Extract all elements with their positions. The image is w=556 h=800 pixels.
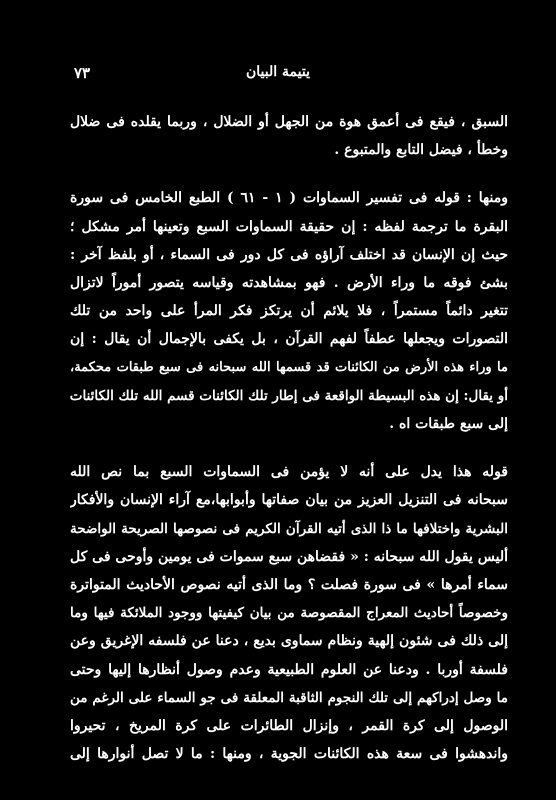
running-title: يتيمة البيان — [246, 64, 310, 80]
text-line: تتغير دائماً مستمراً ، فلا يلائم أن يرتكز فكر المرأ على واحد من تلك — [70, 303, 508, 320]
text-line: قوله هذا يدل على أنه لا يؤمن فى السماوات السبع بما نص الله — [70, 464, 508, 481]
text-line: ما وصل إدراكهم إلى تلك النجوم الثاقبة المعلقة فى جو السماء على الرغم من — [70, 689, 508, 706]
text-line: بشئ فوقه ما وراء الأرض . فهو بمشاهدته وقياسه يتصور أموراً لاتزال — [70, 275, 508, 292]
text-line: البقرة ما ترجمة لفظه : إن حقيقة السماوات السبع وتعينها أمر مشكل ؛ — [70, 218, 508, 235]
text-line: أو يقال: إن هذه البسيطة الواقعة فى إطار تلك الكائنات قسم الله تلك الكائنات — [70, 387, 508, 404]
text-line: إلى ذلك فى شئون إلهية ونظام سماوى بديع ، دعنا عن فلسفه الإغريق وعن — [70, 633, 508, 650]
text-line: أليس يقول الله سبحانه : « فقضاهن سبع سموات فى يومين وأوحى فى كل — [70, 548, 508, 565]
paragraph-1 — [70, 108, 508, 164]
text-line: ومنها : قوله فى تفسير السماوات ( ١ - ٦١ ) الطبع الخامس فى سورة — [70, 190, 508, 207]
text-line: وخطأ ، فيضل التابع والمتبوع . — [334, 142, 508, 159]
paragraph-3 — [70, 458, 508, 768]
text-line: السبق ، فيقع فى أعمق هوة من الجهل أو الضلال ، وربما يقلده فى ضلال — [70, 114, 508, 130]
text-line: التصورات ويجعلها عطفاً لفهم القرآن ، بل يكفى بالإجمال أن يقال : إن — [70, 331, 508, 348]
paragraph-2 — [70, 184, 508, 438]
text-line: حيث إن الإنسان قد اختلف آراؤه فى كل دور فى السماء ، أو بلفظ آخر : — [70, 246, 508, 263]
page-number: ٧٣ — [74, 64, 91, 82]
text-line: فلسفة أوربا . ودعنا عن العلوم الطبيعية وعدم وصول أنظارها إليها وحتى — [70, 661, 508, 678]
text-line: وخصوصاً أحاديث المعراج المقصوصة من بيان كيفيتها ووجود الملائكة فيها وما — [70, 605, 508, 622]
text-line: البشرية واختلافها ما ذا الذى أتيه القرآن الكريم فى نصوصها الصريحة الواضحة — [70, 520, 508, 537]
text-line: سماء أمرها » فى سورة فصلت ؟ وما الذى أتيه نصوص الأحاديث المتواترة — [70, 577, 508, 594]
body-text — [70, 108, 508, 768]
text-line: سبحانه فى التنزيل العزيز من بيان صفاتها وأبوابها،مع آراء الإنسان والأفكار — [70, 492, 508, 509]
text-line: الوصول إلى كرة القمر ، وإنزال الطائرات على كرة المريخ ، تحيروا — [70, 718, 508, 735]
page-header — [70, 62, 486, 86]
text-line: واندهشوا فى سعة هذه الكائنات الجوية ، ومنها : ما لا تصل أنوارها إلى — [70, 746, 508, 763]
text-line: إلى سبع طبقات اه . — [389, 416, 508, 433]
text-line: ما وراء هذه الأرض من الكائنات قد قسمها الله سبحانه فى سبع طبقات محكمة، — [70, 359, 508, 375]
